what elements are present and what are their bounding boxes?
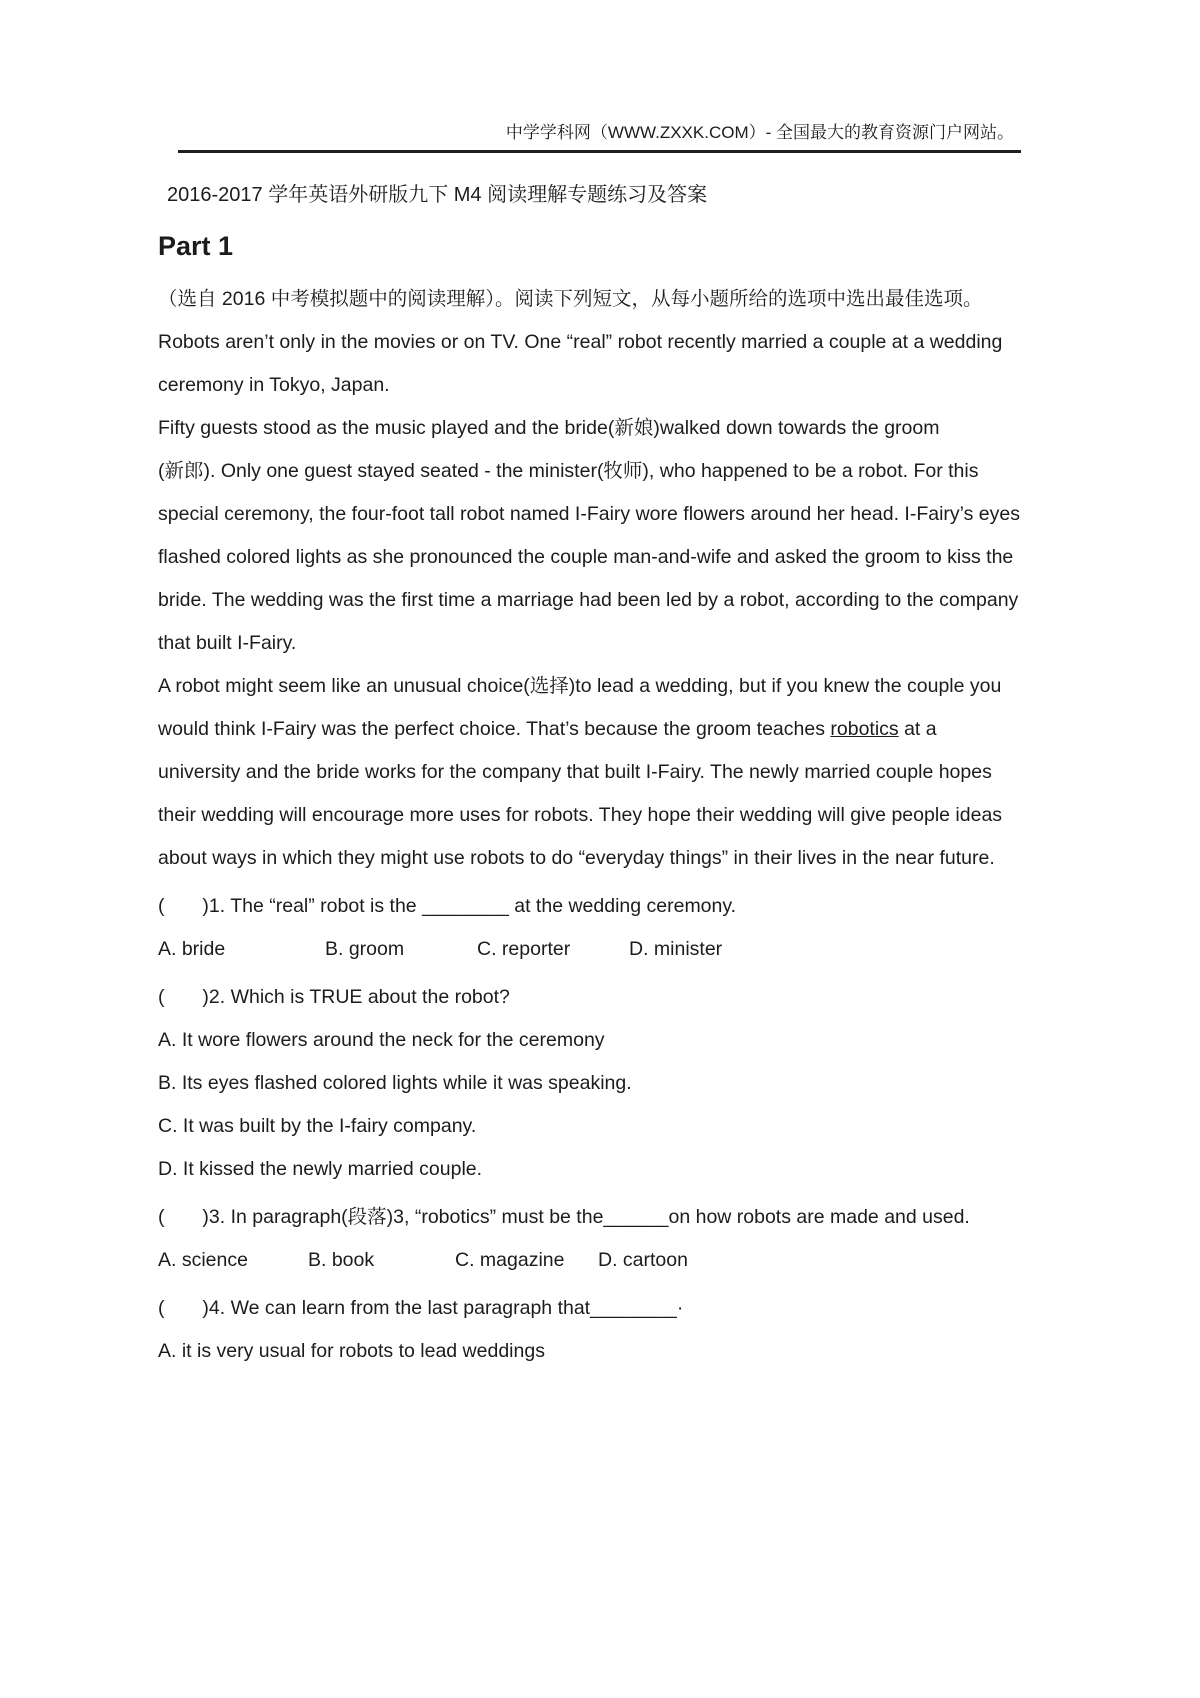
question-3-option-a: A. science <box>158 1249 248 1271</box>
document-body <box>158 180 1058 1373</box>
question-1-stem: ( )1. The “real” robot is the ________ at the wedding ceremony. <box>158 895 737 917</box>
question-3-stem: ( )3. In paragraph(段落)3, “robotics” must be the______on how robots are made and used. <box>158 1206 970 1228</box>
passage-line: Fifty guests stood as the music played and the bride(新娘)walked down towards the groom <box>158 417 940 439</box>
question-3-option-d: D. cartoon <box>598 1249 688 1271</box>
question-2-option-b: B. Its eyes flashed colored lights while it was speaking. <box>158 1072 632 1094</box>
passage-line: about ways in which they might use robots to do “everyday things” in their lives in the near future. <box>158 847 995 869</box>
passage-line-with-underline <box>158 708 1058 751</box>
passage-line: that built I-Fairy. <box>158 632 297 654</box>
question-3-option-c: C. magazine <box>455 1249 565 1271</box>
question-2-option-a: A. It wore flowers around the neck for the ceremony <box>158 1029 605 1051</box>
passage-line: A robot might seem like an unusual choice(选择)to lead a wedding, but if you knew the couple you <box>158 675 1002 697</box>
passage-line: university and the bride works for the company that built I-Fairy. The newly married couple hopes <box>158 761 992 783</box>
instruction-line: （选自 2016 中考模拟题中的阅读理解）。阅读下列短文，从每小题所给的选项中选出最佳选项。 <box>158 288 983 310</box>
passage-line: special ceremony, the four-foot tall robot named I-Fairy wore flowers around her head. I-Fairy’s eyes <box>158 503 1020 525</box>
site-header-text: 中学学科网（WWW.ZXXK.COM）- 全国最大的教育资源门户网站。 <box>505 123 1014 142</box>
question-1-option-b: B. groom <box>325 938 405 960</box>
passage-line: bride. The wedding was the first time a marriage had been led by a robot, according to the company <box>158 589 1019 611</box>
question-1-option-a: A. bride <box>158 938 226 960</box>
document-title: 2016-2017 学年英语外研版九下 M4 阅读理解专题练习及答案 <box>167 184 708 206</box>
question-3-option-b: B. book <box>308 1249 375 1271</box>
question-2-stem: ( )2. Which is TRUE about the robot? <box>158 986 510 1008</box>
question-1-options <box>158 928 1058 971</box>
question-2-option-d: D. It kissed the newly married couple. <box>158 1158 483 1180</box>
question-1-option-c: C. reporter <box>477 938 571 960</box>
question-2-option-c: C. It was built by the I-fairy company. <box>158 1115 477 1137</box>
question-4-stem: ( )4. We can learn from the last paragraph that________· <box>158 1297 684 1319</box>
passage-line: ceremony in Tokyo, Japan. <box>158 374 390 396</box>
question-1-option-d: D. minister <box>629 938 723 960</box>
underlined-word-robotics: robotics <box>830 718 899 740</box>
part-heading: Part 1 <box>158 231 234 261</box>
header-divider-rule <box>178 150 1021 153</box>
passage-line: (新郎). Only one guest stayed seated - the minister(牧师), who happened to be a robot. For this <box>158 460 979 482</box>
question-3-options <box>158 1239 1058 1282</box>
passage-line: Robots aren’t only in the movies or on TV. One “real” robot recently married a couple at a wedding <box>158 331 1003 353</box>
passage-text-after-underline: at a <box>898 718 937 740</box>
passage-text-before-underline: would think I-Fairy was the perfect choice. That’s because the groom teaches <box>158 718 831 740</box>
passage-line: flashed colored lights as she pronounced the couple man-and-wife and asked the groom to kiss the <box>158 546 1014 568</box>
question-4-option-a: A. it is very usual for robots to lead weddings <box>158 1340 545 1362</box>
passage-line: their wedding will encourage more uses for robots. They hope their wedding will give people ideas <box>158 804 1003 826</box>
